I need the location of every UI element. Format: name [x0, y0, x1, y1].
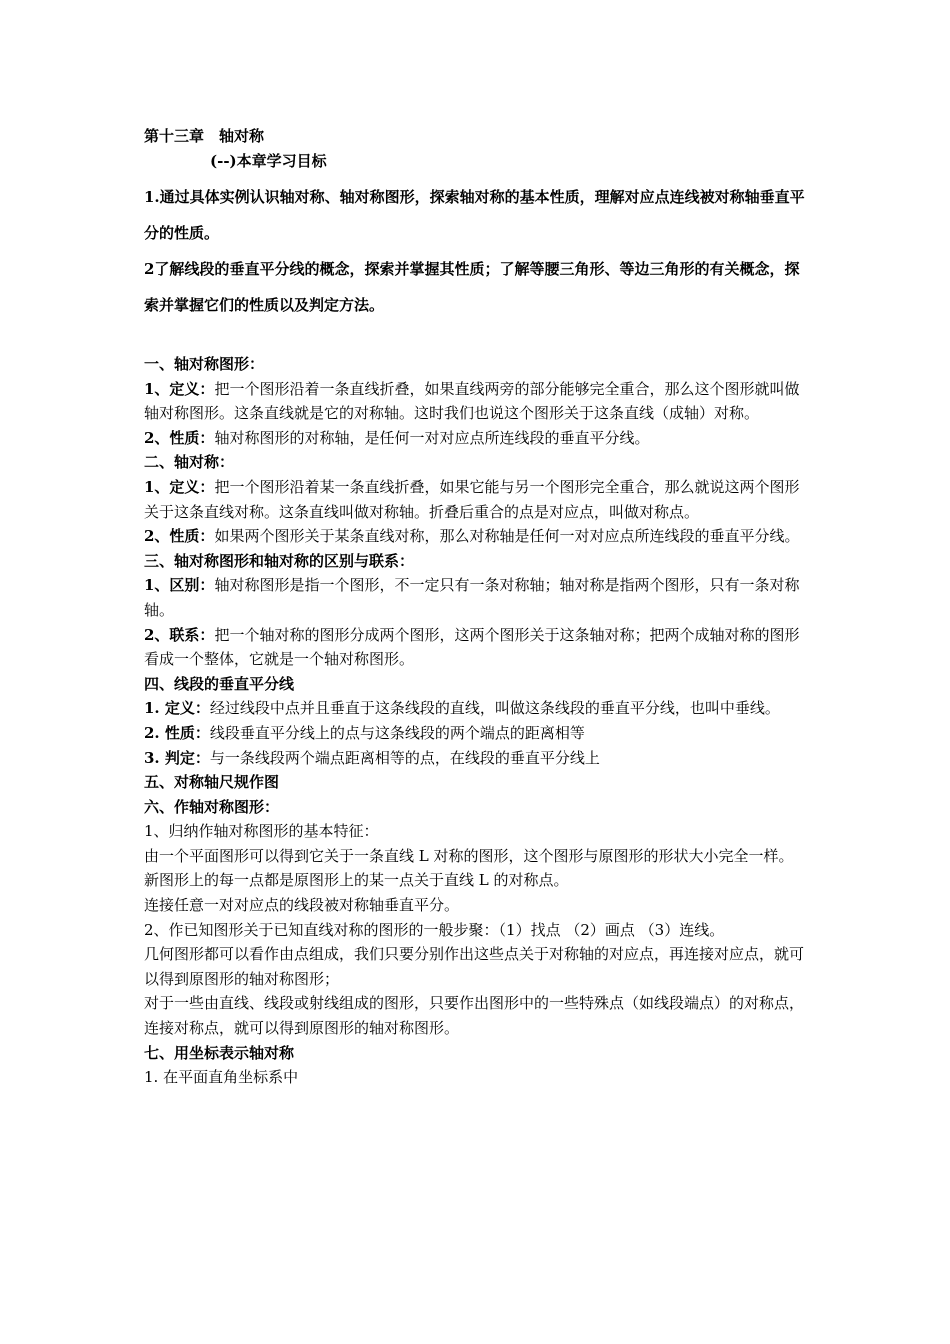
paragraph [144, 475, 812, 524]
goal-item: 2了解线段的垂直平分线的概念，探索并掌握其性质；了解等腰三角形、等边三角形的有关概念，探索并掌握它们的性质以及判定方法。 [144, 260, 800, 314]
section-heading: 一、轴对称图形： [144, 355, 265, 373]
paragraph [144, 573, 812, 622]
paragraph [144, 377, 812, 426]
section-heading: 四、线段的垂直平分线 [144, 674, 295, 693]
paragraph: 由一个平面图形可以得到它关于一条直线 L 对称的图形，这个图形与原图形的形状大小完全一样。 [144, 846, 794, 865]
paragraph [144, 696, 812, 721]
term-text: 把一个图形沿着某一条直线折叠，如果它能与另一个图形完全重合，那么就说这两个图形关于这条直线对称。这条直线叫做对称轴。折叠后重合的点是对应点，叫做对称点。 [144, 477, 800, 521]
paragraph [144, 623, 812, 672]
section-heading: 三、轴对称图形和轴对称的区别与联系： [144, 551, 415, 570]
paragraph [144, 426, 812, 451]
term-text: 轴对称图形是指一个图形，不一定只有一条对称轴；轴对称是指两个图形，只有一条对称轴。 [144, 576, 800, 619]
paragraph [144, 721, 812, 746]
term-text: 经过线段中点并且垂直于这条线段的直线，叫做这条线段的垂直平分线，也叫中垂线。 [209, 699, 780, 718]
term-label: 1. 定义： [144, 699, 210, 718]
spacer [144, 323, 812, 352]
paragraph [144, 524, 812, 549]
term-label: 1、定义： [144, 477, 215, 496]
section-heading: 七、用坐标表示轴对称 [144, 1043, 295, 1062]
term-text: 轴对称图形的对称轴，是任何一对对应点所连线段的垂直平分线。 [214, 428, 650, 447]
paragraph: 1. 在平面直角坐标系中 [144, 1068, 299, 1087]
paragraph: 几何图形都可以看作由点组成，我们只要分别作出这些点关于对称轴的对应点，再连接对应点，就可以得到原图形的轴对称图形； [144, 945, 805, 988]
term-label: 1、定义： [144, 379, 215, 398]
paragraph: 1、归纳作轴对称图形的基本特征： [144, 822, 379, 841]
paragraph: 连接任意一对对应点的线段被对称轴垂直平分。 [144, 896, 460, 915]
term-label: 2、联系： [144, 625, 215, 644]
term-label: 2、性质： [144, 527, 215, 546]
paragraph: 新图形上的每一点都是原图形上的某一点关于直线 L 的对称点。 [144, 871, 569, 890]
term-label: 2. 性质： [144, 723, 210, 742]
term-text: 如果两个图形关于某条直线对称，那么对称轴是任何一对对应点所连线段的垂直平分线。 [214, 527, 800, 546]
term-label: 3. 判定： [144, 748, 210, 767]
goal-item: 1.通过具体实例认识轴对称、轴对称图形，探索轴对称的基本性质，理解对应点连线被对称轴垂直平分的性质。 [144, 188, 805, 242]
document-body [144, 124, 812, 1090]
section-heading: 二、轴对称： [144, 453, 235, 472]
term-label: 2、性质： [144, 428, 215, 447]
learning-goals-heading: (--)本章学习目标 [210, 152, 327, 170]
chapter-title: 第十三章 轴对称 [144, 127, 265, 145]
term-text: 线段垂直平分线上的点与这条线段的两个端点的距离相等 [209, 723, 585, 742]
term-label: 1、区别： [144, 576, 215, 595]
paragraph: 对于一些由直线、线段或射线组成的图形，只要作出图形中的一些特殊点（如线段端点）的对称点，连接对称点，就可以得到原图形的轴对称图形。 [144, 994, 805, 1038]
paragraph: 2、作已知图形关于已知直线对称的图形的一般步聚：（1）找点 （2）画点 （3）连线。 [144, 920, 725, 939]
term-text: 把一个图形沿着一条直线折叠，如果直线两旁的部分能够完全重合，那么这个图形就叫做轴对称图形。这条直线就是它的对称轴。这时我们也说这个图形关于这条直线（成轴）对称。 [144, 379, 800, 423]
term-text: 把一个轴对称的图形分成两个图形，这两个图形关于这条轴对称；把两个成轴对称的图形看成一个整体，它就是一个轴对称图形。 [144, 625, 800, 669]
section-heading: 五、对称轴尺规作图 [144, 773, 280, 792]
term-text: 与一条线段两个端点距离相等的点，在线段的垂直平分线上 [209, 748, 600, 767]
section-heading: 六、作轴对称图形： [144, 797, 280, 816]
paragraph [144, 746, 812, 771]
